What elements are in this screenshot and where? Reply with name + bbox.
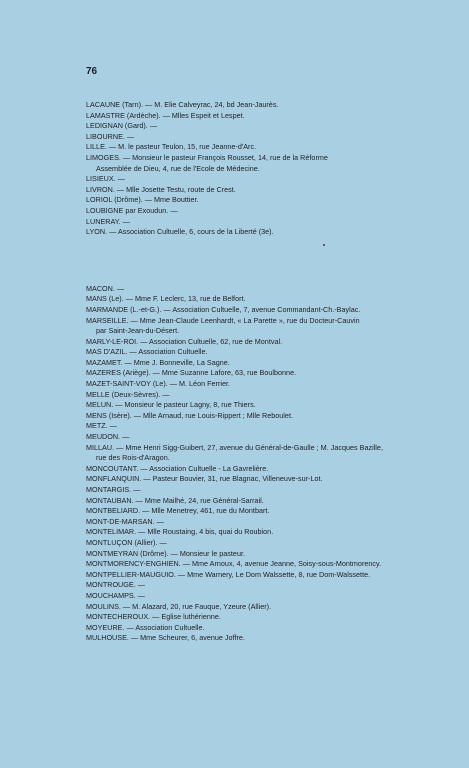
directory-entry — [86, 227, 446, 238]
directory-entry — [86, 411, 446, 422]
directory-entry — [86, 316, 446, 337]
entry-line: MARSEILLE. — Mme Jean-Claude Leenhardt, « La Parette », rue du Docteur-Cauvin — [86, 315, 360, 325]
entry-line: MAS D'AZIL. — Association Cultuelle. — [86, 347, 208, 357]
directory-entry — [86, 379, 446, 390]
entry-line: MENS (Isère). — Mlle Arnaud, rue Louis-Rippert ; Mlle Reboulet. — [86, 410, 293, 420]
directory-entry — [86, 538, 446, 549]
entry-line: LISIEUX. — — [86, 174, 125, 184]
entry-line: MONTBELIARD. — Mlle Menetrey, 461, rue du Montbart. — [86, 506, 270, 516]
directory-entry — [86, 591, 446, 602]
entry-line: MACON. — — [86, 283, 125, 293]
directory-entry — [86, 559, 446, 570]
directory-entry — [86, 474, 446, 485]
directory-entry — [86, 206, 446, 217]
directory-entry — [86, 368, 446, 379]
entry-line: LACAUNE (Tarn). — M. Elie Calveyrac, 24, bd Jean-Jaurès. — [86, 100, 279, 109]
directory-entry — [86, 195, 446, 206]
directory-entry — [86, 174, 446, 185]
entry-line: MONCOUTANT. — Association Cultuelle - La Gavrelière. — [86, 463, 269, 473]
directory-entry — [86, 549, 446, 560]
directory-entry — [86, 612, 446, 623]
entry-line: MANS (Le). — Mme F. Leclerc, 13, rue de Belfort. — [86, 294, 246, 304]
entry-line: LUNERAY. — — [86, 216, 130, 226]
entry-line: MELLE (Deux-Sèvres). — — [86, 389, 170, 399]
directory-entry — [86, 400, 446, 411]
entry-continuation: rue des Rois-d'Aragon. — [96, 453, 170, 463]
directory-entry — [86, 623, 446, 634]
directory-entry — [86, 142, 446, 153]
entry-line: MONTLUÇON (Allier). — — [86, 537, 167, 547]
entries-m — [86, 284, 446, 644]
directory-entry — [86, 602, 446, 613]
entry-line: MARMANDE (L.-et-G.). — Association Cultuelle, 7, avenue Commandant-Ch.-Baylac. — [86, 304, 361, 314]
entry-line: LOUBIGNE par Exoudun. — — [86, 205, 178, 215]
entry-line: MILLAU. — Mme Henri Sigg-Guibert, 27, avenue du Général-de-Gaulle ; M. Jacques Bazille, — [86, 442, 383, 452]
entry-line: MONFLANQUIN. — Pasteur Bouvier, 31, rue Blagnac, Villeneuve-sur-Lot. — [86, 474, 323, 484]
section-gap — [86, 238, 446, 284]
entry-line: LILLE. — M. le pasteur Teulon, 15, rue Jeanne-d'Arc. — [86, 142, 257, 152]
directory-entry — [86, 294, 446, 305]
entry-line: LEDIGNAN (Gard). — — [86, 121, 158, 131]
directory-entry — [86, 111, 446, 122]
entry-line: LAMASTRE (Ardèche). — Mlles Espeit et Lespet. — [86, 110, 245, 120]
entry-line: MONTPELLIER-MAUGUIO. — Mme Warnery, Le Dom Walssette, 8, rue Dom-Walssette. — [86, 569, 371, 579]
speck-mark — [323, 244, 325, 246]
entry-line: MEUDON. — — [86, 432, 130, 442]
directory-entry — [86, 185, 446, 196]
directory-entry — [86, 580, 446, 591]
directory-entries — [86, 100, 446, 644]
directory-entry — [86, 421, 446, 432]
directory-entry — [86, 570, 446, 581]
entry-line: MAZAMET. — Mme J. Bonneville, La Sagne. — [86, 357, 230, 367]
entry-line: LYON. — Association Cultuelle, 6, cours de la Liberté (3e). — [86, 227, 274, 237]
directory-entry — [86, 217, 446, 228]
directory-entry — [86, 390, 446, 401]
entry-line: MOULINS. — M. Alazard, 20, rue Fauque, Yzeure (Allier). — [86, 601, 272, 611]
entry-line: MELUN. — Monsieur le pasteur Lagny, 8, rue Thiers. — [86, 400, 256, 410]
entry-line: MONT-DE-MARSAN. — — [86, 516, 164, 526]
entry-continuation: par Saint-Jean-du-Désert. — [96, 326, 180, 336]
entry-line: LIBOURNE. — — [86, 131, 135, 141]
entry-line: LIMOGES. — Monsieur le pasteur François Rousset, 14, rue de la Réforme — [86, 152, 328, 162]
entry-line: MONTECHEROUX. — Eglise luthérienne. — [86, 612, 221, 622]
entry-line: MONTAUBAN. — Mme Mailhé, 24, rue Général-Sarrail. — [86, 495, 264, 505]
directory-entry — [86, 527, 446, 538]
directory-entry — [86, 153, 446, 174]
directory-entry — [86, 337, 446, 348]
entry-line: MONTARGIS. — — [86, 485, 141, 494]
directory-entry — [86, 633, 446, 644]
directory-entry — [86, 284, 446, 295]
entry-line: MULHOUSE. — Mme Scheurer, 6, avenue Joffre. — [86, 633, 245, 643]
directory-entry — [86, 358, 446, 369]
directory-entry — [86, 100, 446, 111]
directory-entry — [86, 464, 446, 475]
directory-entry — [86, 443, 446, 464]
directory-entry — [86, 121, 446, 132]
entry-continuation: Assemblée de Dieu, 4, rue de l'Ecole de Médecine. — [96, 163, 260, 173]
page-number: 76 — [86, 66, 98, 77]
entry-line: MOUCHAMPS. — — [86, 590, 145, 600]
directory-entry — [86, 517, 446, 528]
entries-l — [86, 100, 446, 238]
entry-line: LORIOL (Drôme). — Mme Bouttier. — [86, 195, 199, 205]
entry-line: MOYEURE. — Association Cultuelle. — [86, 622, 205, 632]
directory-entry — [86, 132, 446, 143]
directory-entry — [86, 485, 446, 496]
directory-entry — [86, 506, 446, 517]
directory-entry — [86, 432, 446, 443]
entry-line: MONTMEYRAN (Drôme). — Monsieur le pasteur. — [86, 548, 245, 558]
entry-line: METZ. — — [86, 421, 117, 431]
entry-line: MARLY-LE-ROI. — Association Cultuelle, 62, rue de Montval. — [86, 336, 283, 346]
directory-entry — [86, 347, 446, 358]
entry-line: LIVRON. — Mlle Josette Testu, route de Crest. — [86, 184, 236, 194]
entry-line: MONTMORENCY-ENGHIEN. — Mme Arnoux, 4, avenue Jeanne, Soisy-sous-Montmorency. — [86, 559, 382, 569]
directory-entry — [86, 305, 446, 316]
entry-line: MONTELIMAR. — Mlle Roustaing, 4 bis, quai du Roubion. — [86, 527, 274, 537]
directory-entry — [86, 496, 446, 507]
entry-line: MONTROUGE. — — [86, 580, 145, 590]
entry-line: MAZET-SAINT-VOY (Le). — M. Léon Ferrier. — [86, 379, 231, 389]
entry-line: MAZERES (Ariège). — Mme Suzanne Lafore, 63, rue Boulbonne. — [86, 368, 297, 378]
